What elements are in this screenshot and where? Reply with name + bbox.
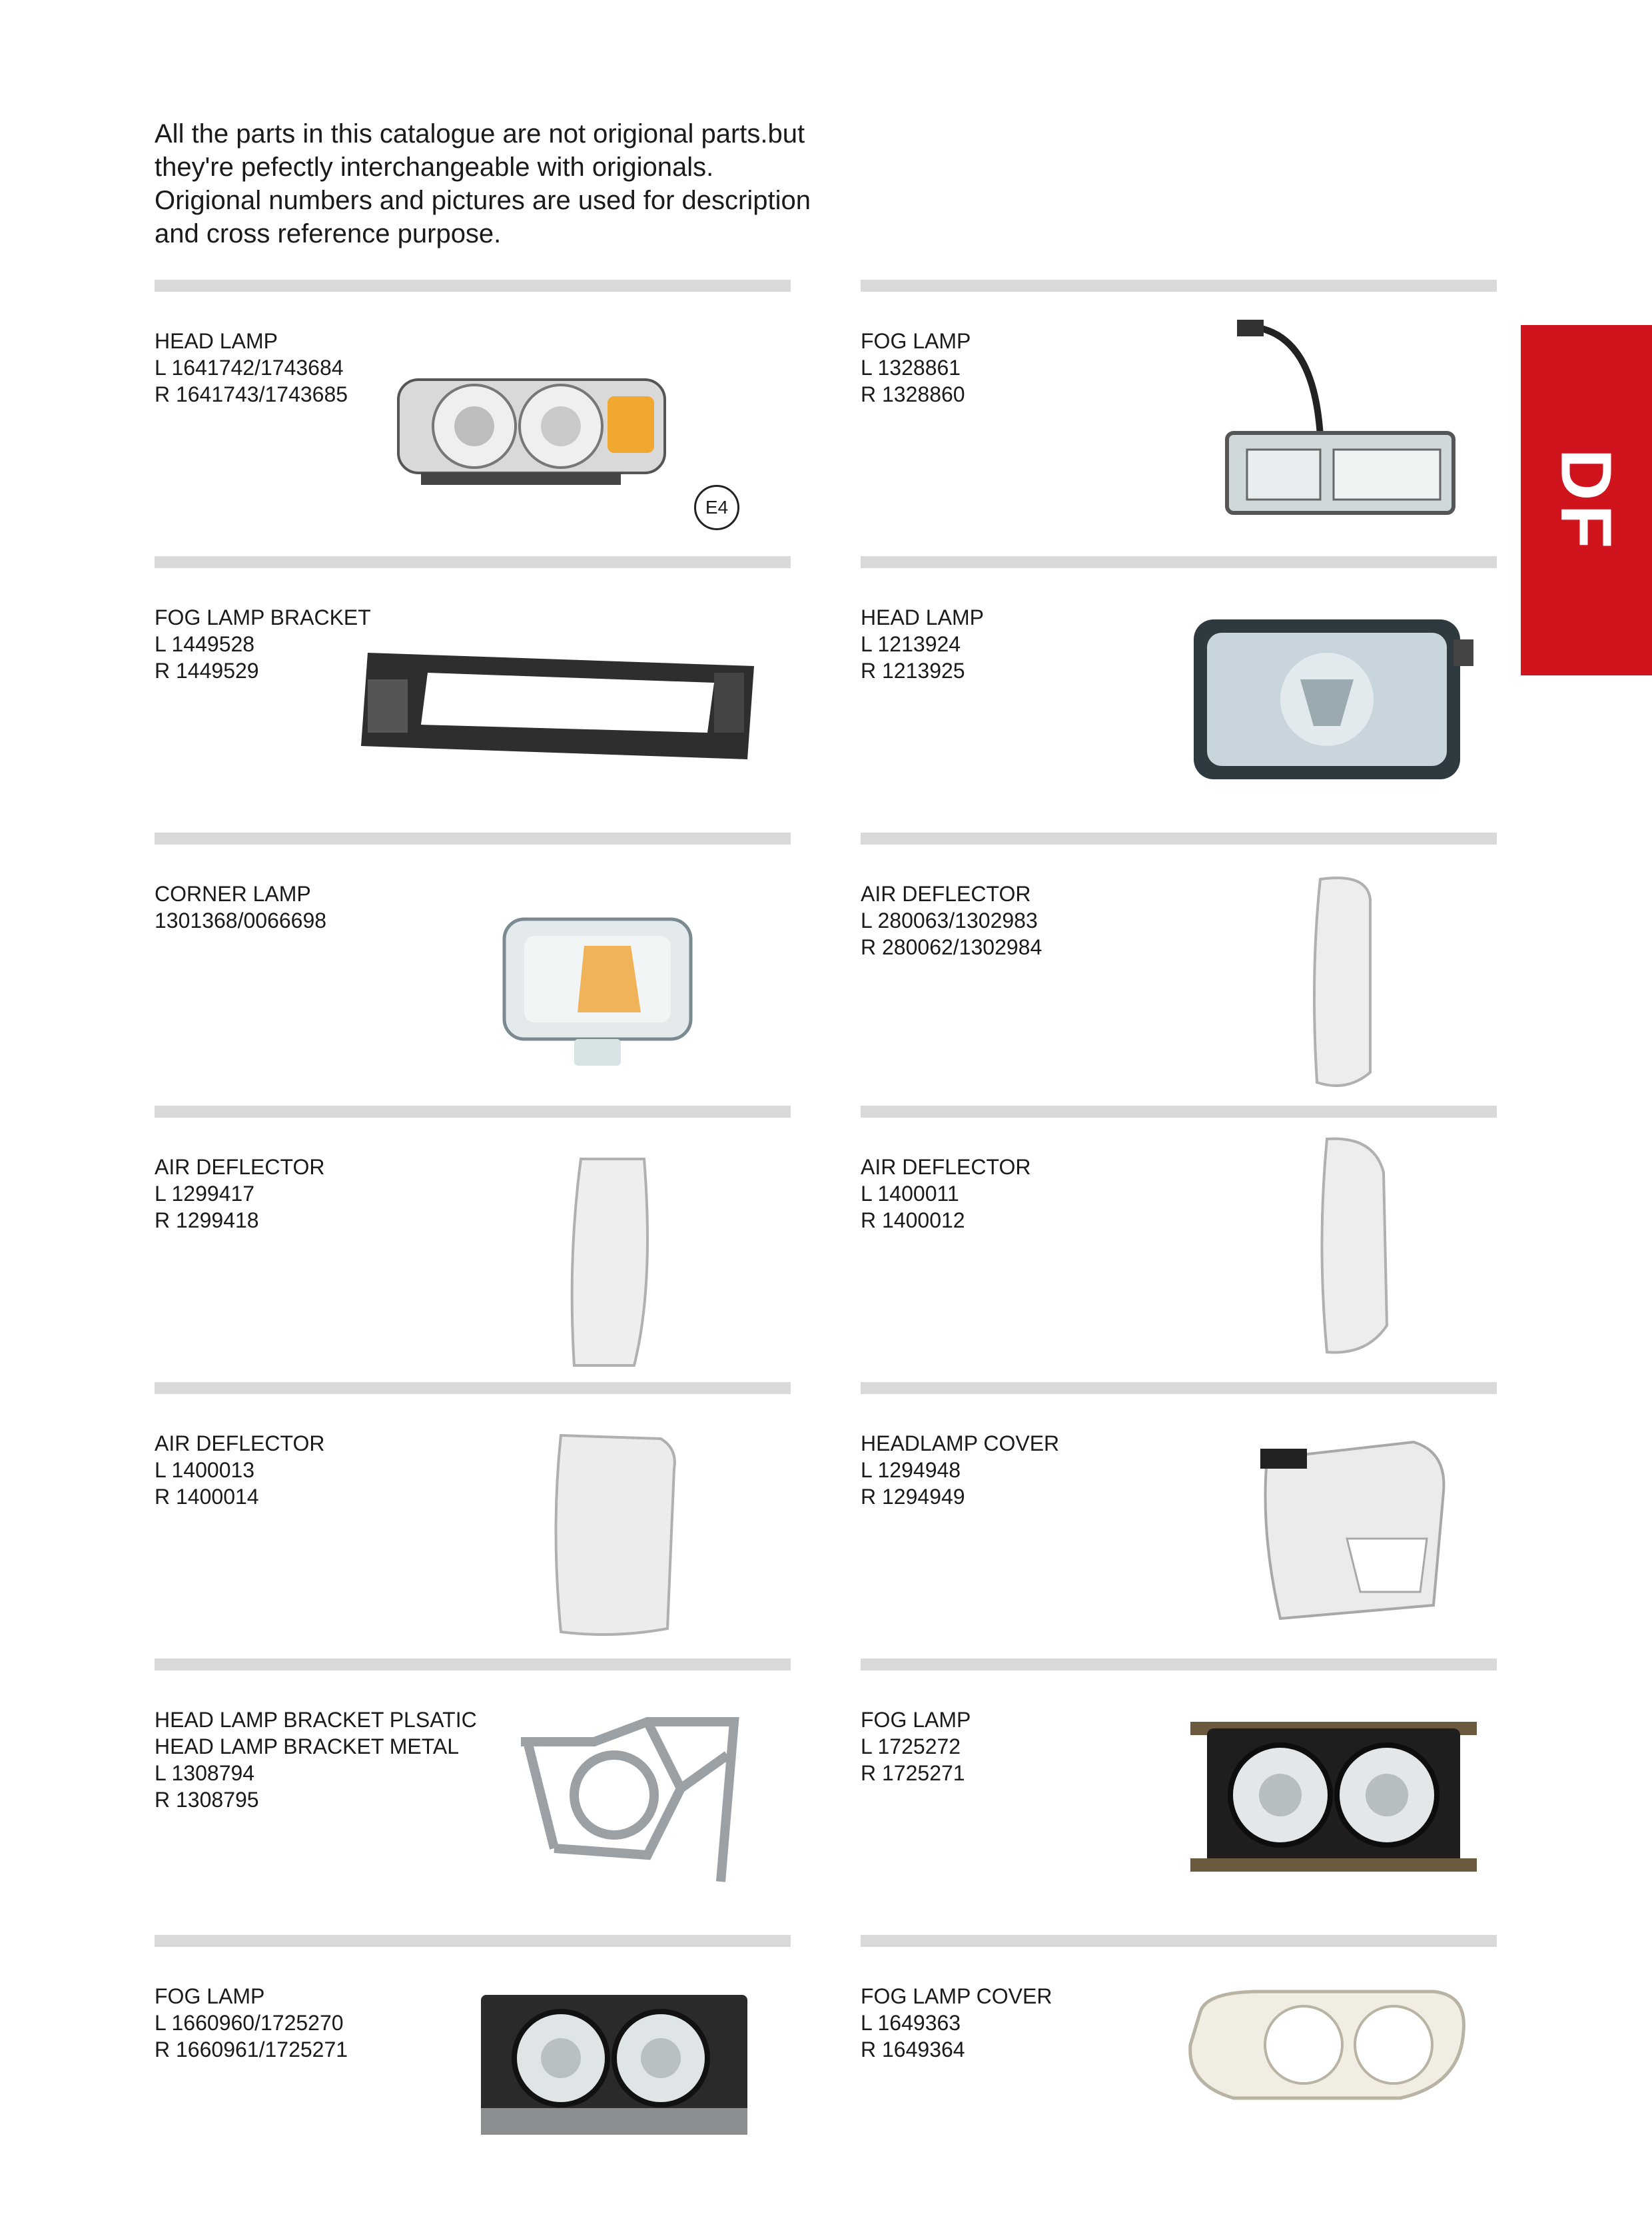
- part-info: [861, 604, 984, 684]
- air-deflector-image: [548, 1429, 681, 1642]
- part-item-fog-lamp-left: [155, 1935, 791, 2201]
- head-lamp-bracket-image: [514, 1715, 767, 1895]
- section-divider: [861, 1935, 1497, 1947]
- part-number: L 1294948: [861, 1458, 961, 1482]
- section-divider: [155, 1106, 791, 1118]
- part-number: L 1299417: [155, 1182, 255, 1206]
- section-divider: [155, 1935, 791, 1947]
- fog-lamp-cover-image: [1180, 1985, 1473, 2105]
- part-item-headlamp-cover: [861, 1382, 1497, 1649]
- part-title: FOG LAMP COVER: [861, 1984, 1052, 2008]
- part-title: HEAD LAMP BRACKET PLSATIC: [155, 1708, 477, 1732]
- part-info: [861, 328, 971, 408]
- part-number: R 1294949: [861, 1485, 965, 1509]
- catalogue-disclaimer: [155, 117, 887, 250]
- e4-certification-badge: E4: [694, 485, 739, 530]
- part-number: L 1649363: [861, 2011, 961, 2035]
- part-info: [861, 1154, 1031, 1234]
- part-item-air-deflector-1: [155, 1106, 791, 1372]
- section-divider: [155, 833, 791, 845]
- part-number: L 1400011: [861, 1182, 959, 1206]
- part-number: R 1449529: [155, 659, 259, 683]
- part-item-fog-lamp-cover: [861, 1935, 1497, 2201]
- section-divider: [155, 1382, 791, 1394]
- part-info: [155, 1430, 324, 1510]
- brand-section-tab: [1521, 325, 1652, 675]
- part-item-head-lamp-bracket: [155, 1659, 791, 1925]
- head-lamp-image: [1187, 606, 1480, 786]
- section-divider: [861, 1106, 1497, 1118]
- section-divider: [861, 1659, 1497, 1670]
- part-info: [155, 1706, 477, 1813]
- part-item-corner-lamp: [155, 833, 791, 1099]
- part-title: AIR DEFLECTOR: [155, 1431, 325, 1455]
- part-title: AIR DEFLECTOR: [155, 1155, 325, 1179]
- air-deflector-image: [1314, 1132, 1400, 1359]
- disclaimer-line: and cross reference purpose.: [155, 219, 502, 248]
- part-number: 1301368/0066698: [155, 909, 327, 932]
- air-deflector-image: [561, 1152, 661, 1372]
- part-number: R 1660961/1725271: [155, 2037, 348, 2061]
- part-number: L 1725272: [861, 1734, 961, 1758]
- part-item-fog-lamp-right-2: [861, 1659, 1497, 1925]
- part-title: FOG LAMP BRACKET: [155, 605, 371, 629]
- part-info: [155, 881, 326, 934]
- part-item-head-lamp-right: [861, 556, 1497, 823]
- part-number: R 1213925: [861, 659, 965, 683]
- part-title: HEAD LAMP: [861, 605, 984, 629]
- part-number: L 1308794: [155, 1761, 255, 1785]
- part-number: L 1449528: [155, 632, 255, 656]
- part-title: FOG LAMP: [861, 1708, 971, 1732]
- fog-lamp-image: [1220, 316, 1460, 530]
- corner-lamp-image: [498, 913, 697, 1072]
- part-info: [861, 1983, 1052, 2063]
- part-number: L 1400013: [155, 1458, 255, 1482]
- part-title: FOG LAMP: [155, 1984, 265, 2008]
- part-number: R 1641743/1743685: [155, 382, 348, 406]
- part-info: [861, 1706, 971, 1786]
- part-item-fog-lamp-right-1: [861, 280, 1497, 546]
- part-item-head-lamp-left: [155, 280, 791, 546]
- part-number: HEAD LAMP BRACKET METAL: [155, 1734, 460, 1758]
- section-divider: [155, 280, 791, 292]
- disclaimer-line: they're pefectly interchangeable with origionals.: [155, 153, 714, 182]
- part-info: [155, 328, 348, 408]
- part-item-fog-lamp-bracket: [155, 556, 791, 823]
- section-divider: [155, 556, 791, 568]
- fog-lamp-bracket-image: [354, 646, 767, 766]
- disclaimer-line: Origional numbers and pictures are used for description: [155, 186, 811, 215]
- section-divider: [861, 833, 1497, 845]
- air-deflector-image: [1307, 873, 1380, 1092]
- section-divider: [155, 1659, 791, 1670]
- part-title: HEADLAMP COVER: [861, 1431, 1060, 1455]
- section-divider: [861, 556, 1497, 568]
- fog-lamp-image: [474, 1988, 754, 2141]
- part-number: L 1660960/1725270: [155, 2011, 344, 2035]
- section-divider: [861, 280, 1497, 292]
- part-info: [861, 1430, 1059, 1510]
- part-title: AIR DEFLECTOR: [861, 1155, 1031, 1179]
- part-title: AIR DEFLECTOR: [861, 882, 1031, 906]
- part-number: R 280062/1302984: [861, 935, 1042, 959]
- part-item-air-deflector-3: [861, 833, 1497, 1099]
- part-number: R 1299418: [155, 1208, 259, 1232]
- part-number: L 1328861: [861, 356, 961, 380]
- head-lamp-image: [394, 366, 674, 493]
- part-number: L 1213924: [861, 632, 961, 656]
- brand-tab-label: DF: [1546, 448, 1627, 552]
- disclaimer-line: All the parts in this catalogue are not origional parts.but: [155, 119, 805, 149]
- part-info: [155, 1983, 348, 2063]
- section-divider: [861, 1382, 1497, 1394]
- part-number: R 1400012: [861, 1208, 965, 1232]
- part-title: FOG LAMP: [861, 329, 971, 353]
- part-item-air-deflector-4: [861, 1106, 1497, 1372]
- part-number: R 1725271: [861, 1761, 965, 1785]
- part-number: L 1641742/1743684: [155, 356, 344, 380]
- fog-lamp-image: [1187, 1715, 1480, 1882]
- headlamp-cover-image: [1254, 1432, 1453, 1632]
- part-number: L 280063/1302983: [861, 909, 1038, 932]
- part-info: [155, 604, 371, 684]
- part-info: [155, 1154, 324, 1234]
- part-number: R 1328860: [861, 382, 965, 406]
- part-number: R 1649364: [861, 2037, 965, 2061]
- part-number: R 1400014: [155, 1485, 259, 1509]
- part-item-air-deflector-2: [155, 1382, 791, 1649]
- part-title: HEAD LAMP: [155, 329, 278, 353]
- part-number: R 1308795: [155, 1788, 259, 1812]
- part-title: CORNER LAMP: [155, 882, 311, 906]
- part-info: [861, 881, 1042, 960]
